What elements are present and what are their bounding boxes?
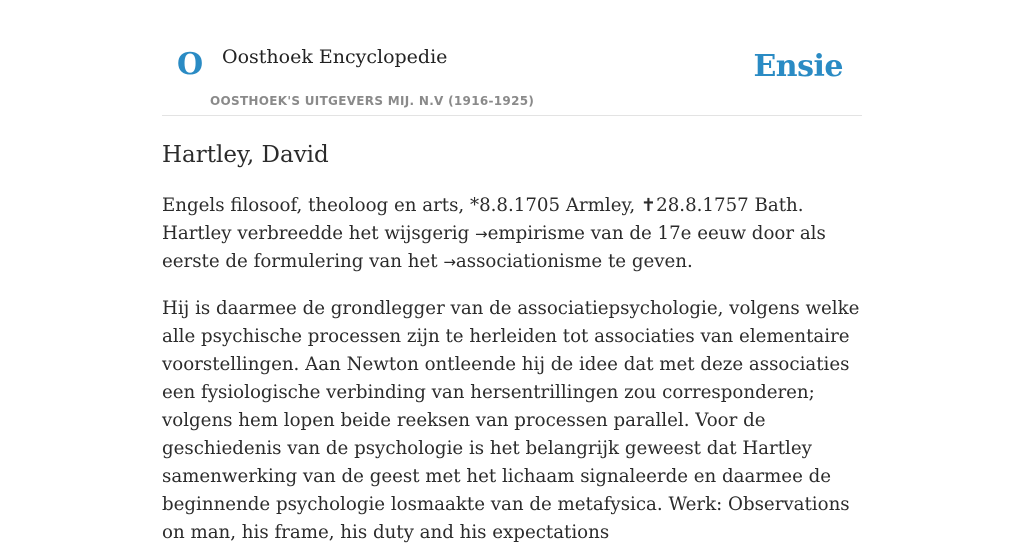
publisher-label: OOSTHOEK'S UITGEVERS MIJ. N.V (1916-1925): [210, 94, 535, 108]
cross-reference-associationisme[interactable]: [443, 251, 602, 272]
page: [162, 0, 862, 547]
site-logo[interactable]: O: [177, 47, 204, 82]
site-header: [162, 0, 862, 116]
article-body: [162, 192, 862, 547]
arrow-right-icon: →: [443, 252, 456, 271]
brand-logo-link[interactable]: Ensie: [753, 49, 843, 84]
paragraph-text: Engels filosoof, theoloog en arts, *8.8.1705 Armley, ✝28.8.1757 Bath. Hartley verbreedde het wijsgerig: [162, 194, 804, 244]
paragraph-text: van de 17e eeuw door als eerste de formulering van het: [162, 222, 826, 272]
cross-reference-empirisme[interactable]: [475, 223, 585, 244]
site-title[interactable]: Oosthoek Encyclopedie: [222, 46, 448, 68]
article-title: Hartley, David: [162, 142, 329, 168]
article-paragraph-1: [162, 192, 862, 276]
arrow-right-icon: →: [475, 224, 488, 243]
article-paragraph-2: Hij is daarmee de grondlegger van de associatiepsychologie, volgens welke alle psychische processen zijn te herleiden tot associaties van elementaire voorstellingen. Aan Newton ontleende hij de idee dat met deze associaties een fysiologische verbinding van hersentrillingen zou corresponderen; volgens hem lopen beide reeksen van processen parallel. Voor de geschiedenis van de psychologie is het belangrijk geweest dat Hartley samenwerking van de geest met het lichaam signaleerde en daarmee de beginnende psychologie losmaakte van de metafysica. Werk: Observations on man, his frame, his duty and his expectations: [162, 297, 860, 543]
cross-reference-label: empirisme: [487, 222, 585, 244]
cross-reference-label: associationisme: [455, 250, 603, 272]
paragraph-text: te geven.: [602, 250, 693, 272]
